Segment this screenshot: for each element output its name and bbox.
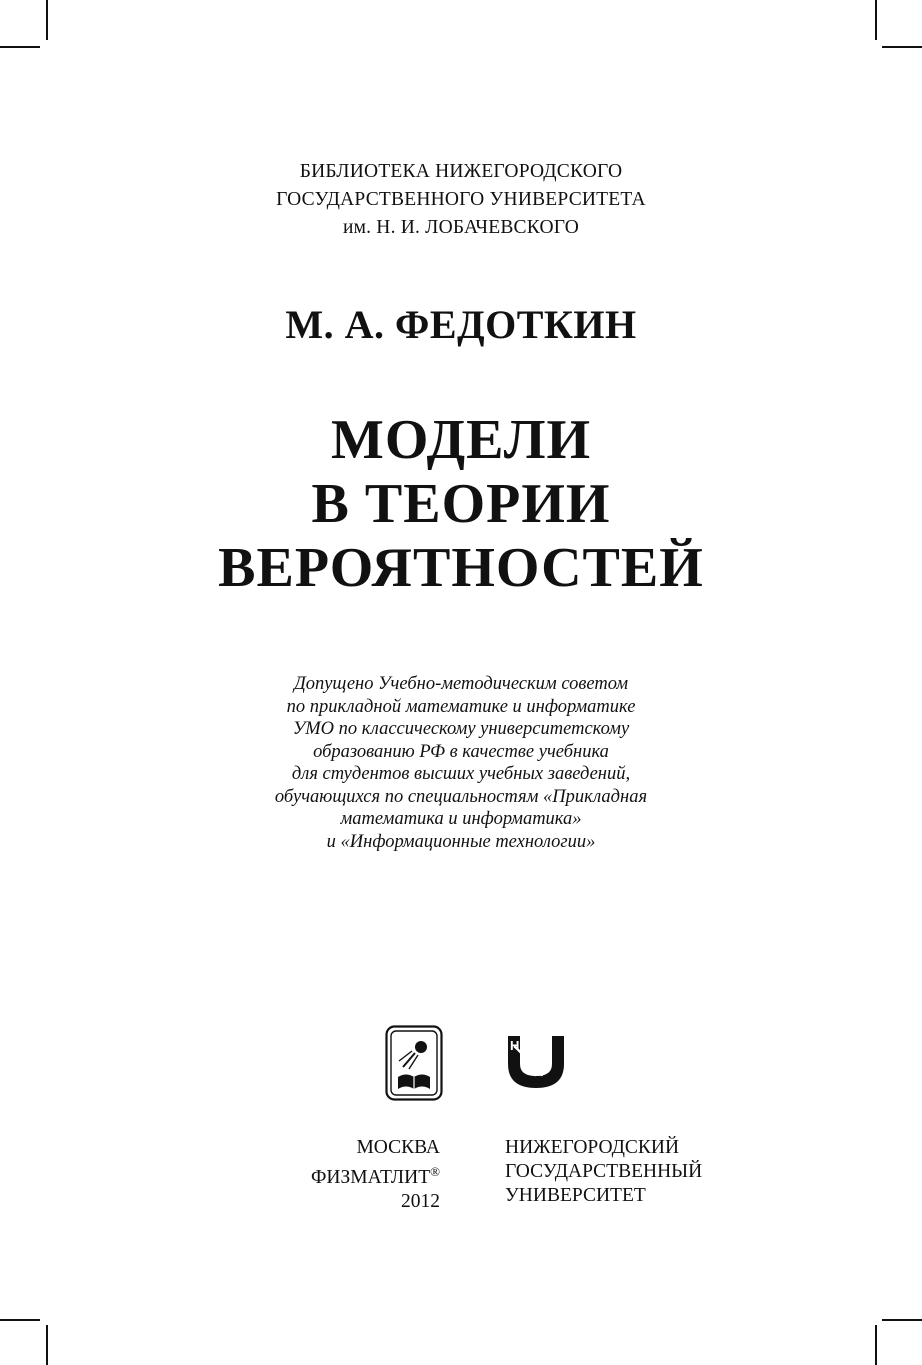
book-title: [0, 408, 922, 600]
imprint-publisher-line: [240, 1160, 440, 1190]
imprint-publisher: ФИЗМАТЛИТ: [310, 1167, 431, 1188]
university-imprint: [505, 1136, 765, 1208]
crop-mark-top-right-horizontal: [882, 46, 922, 48]
approval-line: математика и информатика»: [340, 809, 582, 829]
crop-mark-top-right-vertical: [875, 0, 877, 40]
registered-mark: ®: [430, 1164, 440, 1179]
approval-line: по прикладной математике и информатике: [286, 696, 636, 717]
approval-line: обучающихся по специальностям «Прикладная: [274, 786, 648, 807]
nnu-logo: [500, 1030, 572, 1092]
imprint-year: 2012: [401, 1191, 440, 1212]
fizmatlit-logo: [385, 1025, 443, 1101]
university-line: НИЖЕГОРОДСКИЙ: [505, 1137, 680, 1158]
approval-line: и «Информационные технологии»: [326, 831, 596, 852]
series-line: БИБЛИОТЕКА НИЖЕГОРОДСКОГО: [299, 161, 623, 182]
series-line: ГОСУДАРСТВЕННОГО УНИВЕРСИТЕТА: [276, 189, 646, 210]
crop-mark-bottom-left-vertical: [46, 1325, 48, 1365]
nnu-logo-text: ННГУ: [510, 1038, 545, 1053]
approval-line: УМО по классическому университетскому: [292, 719, 630, 739]
crop-mark-bottom-left-horizontal: [0, 1319, 40, 1321]
university-line: ГОСУДАРСТВЕННЫЙ: [505, 1161, 703, 1182]
title-line: ВЕРОЯТНОСТЕЙ: [218, 537, 704, 599]
crop-mark-bottom-right-vertical: [875, 1325, 877, 1365]
crop-mark-top-left-vertical: [46, 0, 48, 40]
title-line: МОДЕЛИ: [330, 409, 592, 471]
university-line: УНИВЕРСИТЕТ: [505, 1185, 646, 1206]
publisher-imprint: [240, 1136, 440, 1214]
series-line: им. Н. И. ЛОБАЧЕВСКОГО: [342, 217, 580, 238]
title-line: В ТЕОРИИ: [311, 473, 611, 535]
series-heading: [0, 158, 922, 242]
author-name: М. А. ФЕДОТКИН: [285, 302, 637, 347]
crop-mark-top-left-horizontal: [0, 46, 40, 48]
approval-note: [0, 673, 922, 853]
approval-line: для студентов высших учебных заведений,: [291, 764, 631, 784]
crop-mark-bottom-right-horizontal: [882, 1319, 922, 1321]
approval-line: образованию РФ в качестве учебника: [313, 741, 609, 762]
approval-line: Допущено Учебно-методическим советом: [293, 674, 629, 694]
imprint-city: МОСКВА: [356, 1137, 440, 1158]
